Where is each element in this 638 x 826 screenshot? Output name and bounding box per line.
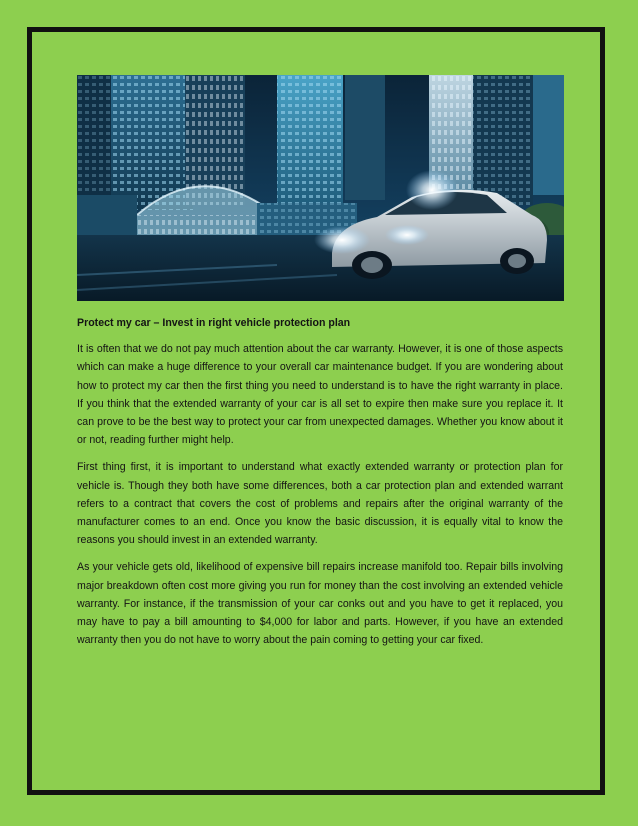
article-paragraph-1: It is often that we do not pay much attention about the car warranty. However, it is one of those aspects which can make a huge difference to your overall car maintenance budget. If you are wondering about how to protect my car then the first thing you need to understand is to have the right warranty in place. If you think that the extended warranty of your car is all set to expire then make sure you replace it. It can prove to be the best way to protect your car from unexpected damages. Whether you know about it or not, reading further might help. xyxy=(77,343,563,447)
article-paragraph-2: First thing first, it is important to understand what exactly extended warranty or protection plan for vehicle is. Though they both have some differences, both a car protection plan and extended warrant refers to a contract that covers the cost of problems and repairs after the original warranty of the manufacturer comes to an end. Once you know the basic discussion, it is equally vital to know the reasons you should invest in an extended warranty. xyxy=(77,461,563,547)
article-heading: Protect my car – Invest in right vehicle protection plan xyxy=(77,317,351,329)
article-paragraph-3: As your vehicle gets old, likelihood of expensive bill repairs increase manifold too. Repair bills involving major breakdown often cost more giving you run for money than the cost involving an extended vehicle warranty. For instance, if the transmission of your car conks out and you have to get it replaced, you may have to pay a bill amounting to $4,000 for labor and parts. However, if you have an extended warranty then you do not have to worry about the pain coming to getting your car fixed. xyxy=(77,561,563,647)
hero-image-car-city-night xyxy=(77,75,564,301)
article-body xyxy=(77,314,563,658)
